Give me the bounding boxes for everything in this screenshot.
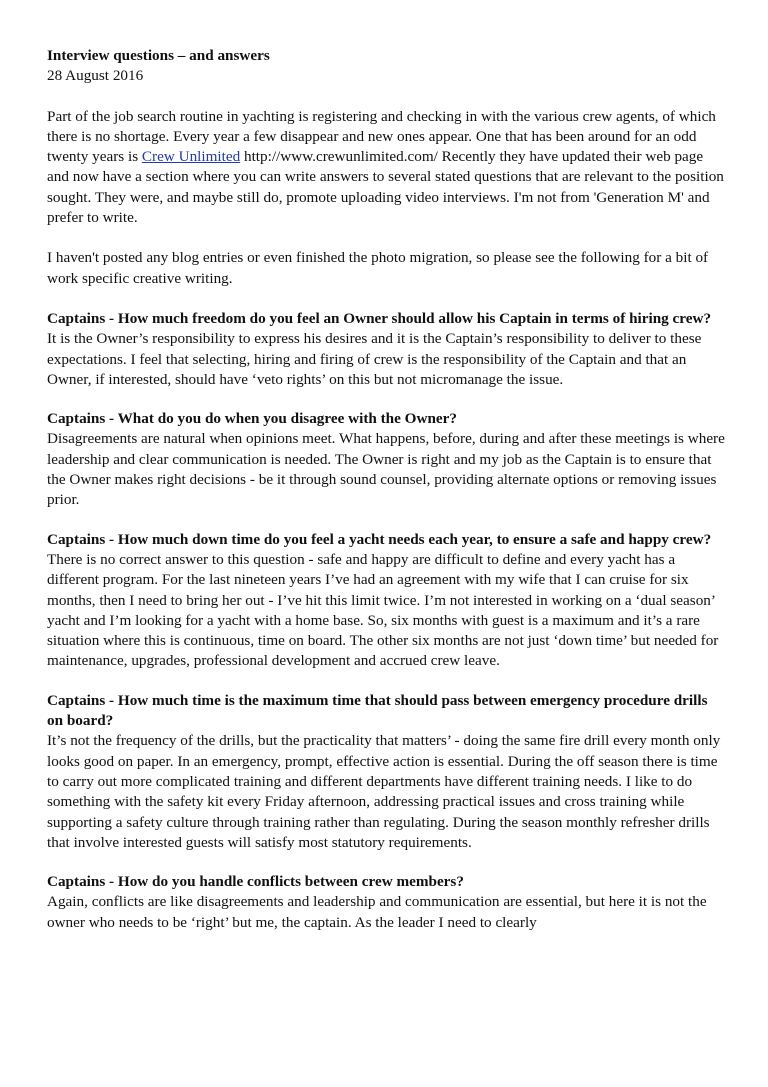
- answer-3: There is no correct answer to this question - safe and happy are difficult to define and every yacht has a different program. For the last nineteen years I’ve had an agreement with my wife that I can cruise for six months, then I need to bring her out - I’ve hit this limit twice. I’m not interested in working on a ‘dual season’ yacht and I’m looking for a yacht with a home base. So, six months with guest is a maximum and it’s a rare situation where this is continuous, time on board. The other six months are not just ‘down time’ but needed for maintenance, upgrades, professional development and accrued crew leave.: [47, 550, 719, 670]
- question-1: Captains - How much freedom do you feel an Owner should allow his Captain in terms of hiring crew?: [47, 309, 712, 327]
- intro-text-after-link: http://www.crewunlimited.com/ Recently they have updated their web page and now have a section where you can write answers to several stated questions that are relevant to the position sought. They were, and maybe still do, promote uploading video interviews. I'm not from 'Generation M' and prefer to write.: [47, 148, 724, 227]
- document-title: Interview questions – and answers: [47, 47, 270, 64]
- answer-1: It is the Owner’s responsibility to express his desires and it is the Captain’s responsibility to deliver to these expectations. I feel that selecting, hiring and firing of crew is the responsibility of the Captain and that an Owner, if interested, should have ‘veto rights’ on this but not micromanage the issue.: [47, 330, 702, 388]
- intro-text-before-link: Part of the job search routine in yachting is registering and checking in with the various crew agents, of which there is no shortage. Every year a few disappear and new ones appear. One that has been around for an odd twenty years is: [47, 107, 716, 166]
- intro-paragraph-1: [47, 107, 727, 229]
- document-body: [47, 46, 727, 952]
- answer-2: Disagreements are natural when opinions meet. What happens, before, during and after these meetings is where leadership and clear communication is needed. The Owner is right and my job as the Captain is to ensure that the Owner makes right decisions - be it through sound counsel, providing alternate options or removing issues prior.: [47, 430, 725, 509]
- question-2: Captains - What do you do when you disagree with the Owner?: [47, 410, 457, 428]
- question-5: Captains - How do you handle conflicts between crew members?: [47, 873, 464, 891]
- question-3: Captains - How much down time do you feel a yacht needs each year, to ensure a safe and happy crew?: [47, 530, 712, 548]
- answer-5: Again, conflicts are like disagreements and leadership and communication are essential, but here it is not the owner who needs to be ‘right’ but me, the captain. As the leader I need to clearly: [47, 893, 707, 931]
- document-date: 28 August 2016: [47, 67, 144, 85]
- answer-4: It’s not the frequency of the drills, but the practicality that matters’ - doing the same fire drill every month only looks good on paper. In an emergency, prompt, effective action is essential. During the off season there is time to carry out more complicated training and different departments have different training needs. I like to do something with the safety kit every Friday afternoon, addressing practical issues and cross training while supporting a safety culture through training rather than regulating. During the season monthly refresher drills that involve interested guests will satisfy most statutory requirements.: [47, 732, 721, 851]
- crew-unlimited-link[interactable]: Crew Unlimited: [141, 148, 241, 166]
- intro-paragraph-2: I haven't posted any blog entries or even finished the photo migration, so please see the following for a bit of work specific creative writing.: [47, 249, 709, 287]
- question-4: Captains - How much time is the maximum time that should pass between emergency procedure drills on board?: [47, 691, 708, 730]
